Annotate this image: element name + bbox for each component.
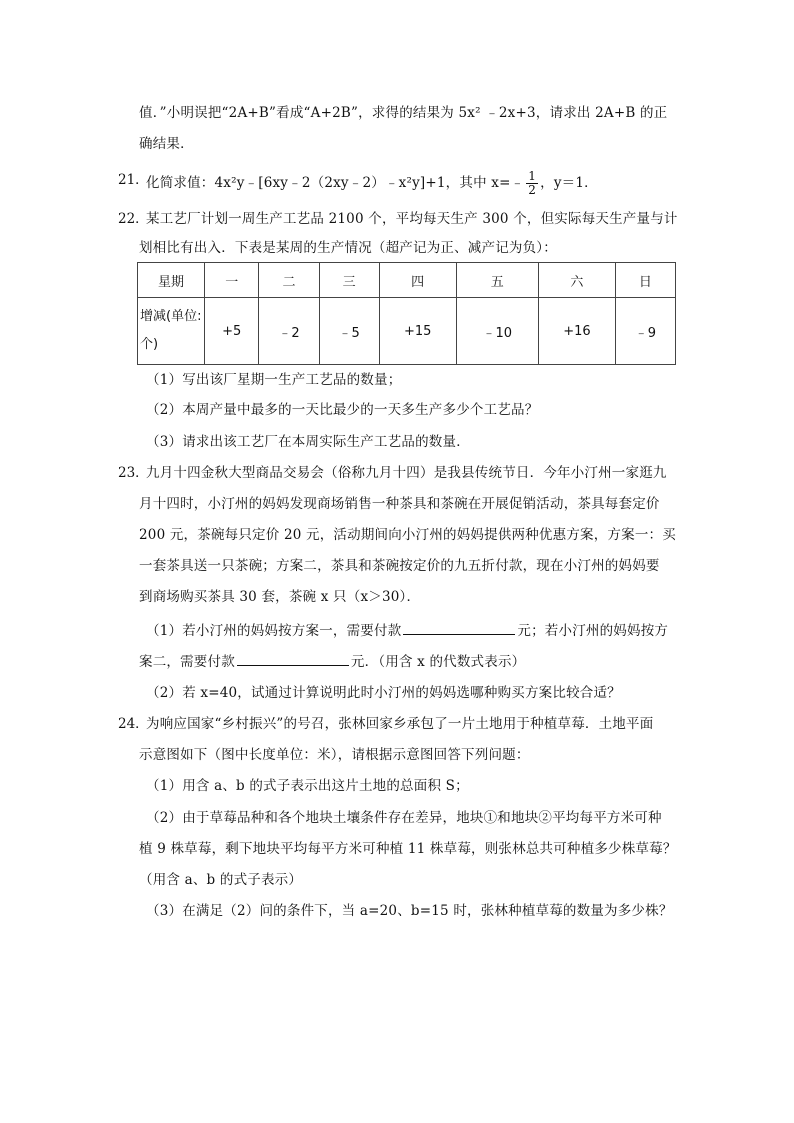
q21-frac-den: 2 bbox=[528, 183, 537, 197]
q23-line-3: 200 元，茶碗每只定价 20 元，活动期间向小汀州的妈妈提供两种优惠方案，方案一：买 bbox=[139, 527, 676, 543]
q21-frac-num: 1 bbox=[528, 169, 537, 183]
q24-sub-1: （1）用含 a、b 的式子表示出这片土地的总面积 S； bbox=[146, 778, 469, 794]
table-value-cell: +16 bbox=[539, 298, 616, 365]
q23-sub-2: （2）若 x=40，试通过计算说明此时小汀州的妈妈选哪种购买方案比较合适？ bbox=[146, 685, 621, 701]
q22-line-2: 划相比有出入．下表是某周的生产情况（超产记为正、减产记为负）： bbox=[139, 240, 557, 256]
q21-text-before: 化简求值：4x²y﹣[6xy﹣2（2xy﹣2）﹣x²y]+1，其中 x=﹣ bbox=[146, 175, 525, 191]
q23-line-1: 九月十四金秋大型商品交易会（俗称九月十四）是我县传统节日．今年小汀州一家逛九 bbox=[146, 465, 667, 481]
q23-sub-1 bbox=[146, 620, 668, 641]
q24-number: 24． bbox=[118, 716, 149, 732]
q23-sub1-c: 案二，需要付款 bbox=[139, 654, 235, 670]
q23-line-2: 月十四时，小汀州的妈妈发现商场销售一种茶具和茶碗在开展促销活动，茶具每套定价 bbox=[139, 496, 660, 512]
q21-text-after: ，y＝1． bbox=[540, 175, 598, 191]
q22-number: 22． bbox=[118, 211, 149, 227]
q21-fraction bbox=[526, 170, 538, 197]
q24-line-1: 为响应国家“乡村振兴”的号召，张林回家乡承包了一片土地用于种植草莓．土地平面 bbox=[146, 716, 654, 732]
table-day-cell: 四 bbox=[379, 263, 456, 298]
q22-sub-3: （3）请求出该工艺厂在本周实际生产工艺品的数量． bbox=[146, 434, 470, 450]
production-table bbox=[137, 262, 676, 365]
table-row-label-line2: 个) bbox=[140, 337, 159, 352]
q24-sub-3: （3）在满足（2）问的条件下，当 a=20、b=15 时，张林种植草莓的数量为多少株？ bbox=[146, 903, 673, 919]
q23-number: 23． bbox=[118, 465, 149, 481]
answer-blank-1 bbox=[403, 620, 515, 635]
q23-sub1-a: （1）若小汀州的妈妈按方案一，需要付款 bbox=[146, 623, 402, 639]
table-value-row bbox=[138, 298, 676, 365]
table-value-cell: +15 bbox=[379, 298, 456, 365]
q23-line-5: 到商场购买茶具 30 套，茶碗 x 只（x＞30）． bbox=[139, 589, 421, 605]
table-day-cell: 一 bbox=[205, 263, 259, 298]
q23-sub-1-cont bbox=[139, 651, 525, 672]
table-header-row bbox=[138, 263, 676, 298]
q23-line-4: 一套茶具送一只茶碗；方案二，茶具和茶碗按定价的九五折付款，现在小汀州的妈妈要 bbox=[139, 558, 660, 574]
q24-sub-2-line-3: （用含 a、b 的式子表示） bbox=[139, 872, 303, 888]
q22-sub-2: （2）本周产量中最多的一天比最少的一天多生产多少个工艺品？ bbox=[146, 402, 539, 418]
q23-sub1-b: 元；若小汀州的妈妈按方 bbox=[517, 623, 669, 639]
table-row-label bbox=[138, 298, 205, 365]
table-day-cell: 五 bbox=[456, 263, 538, 298]
q21-text bbox=[146, 170, 598, 197]
q20-line-2: 确结果． bbox=[139, 136, 194, 152]
q21-number: 21． bbox=[118, 172, 149, 188]
q23-sub1-d: 元．（用含 x 的代数式表示） bbox=[350, 654, 526, 670]
table-day-cell: 三 bbox=[319, 263, 379, 298]
q20-line-1: 值．”小明误把“2A+B”看成“A+2B”，求得的结果为 5x² ﹣2x+3，请求出 2A+B 的正 bbox=[139, 105, 668, 121]
table-header-label: 星期 bbox=[138, 263, 205, 298]
table-value-cell: ﹣9 bbox=[615, 298, 675, 365]
q24-sub-2-line-1: （2）由于草莓品种和各个地块土壤条件存在差异，地块①和地块②平均每平方米可种 bbox=[146, 810, 662, 826]
q24-sub-2-line-2: 植 9 株草莓，剩下地块平均每平方米可种植 11 株草莓，则张林总共可种植多少株草莓？ bbox=[139, 841, 677, 857]
table-value-cell: ﹣2 bbox=[259, 298, 319, 365]
table-row-label-line1: 增减(单位: bbox=[140, 309, 202, 324]
q22-sub-1: （1）写出该厂星期一生产工艺品的数量； bbox=[146, 372, 402, 388]
q22-line-1: 某工艺厂计划一周生产工艺品 2100 个，平均每天生产 300 个，但实际每天生产量与计 bbox=[146, 211, 678, 227]
answer-blank-2 bbox=[237, 651, 349, 666]
table-value-cell: ﹣10 bbox=[456, 298, 538, 365]
table-day-cell: 六 bbox=[539, 263, 616, 298]
q24-line-2: 示意图如下（图中长度单位：米），请根据示意图回答下列问题： bbox=[139, 747, 530, 763]
table-value-cell: +5 bbox=[205, 298, 259, 365]
table-day-cell: 二 bbox=[259, 263, 319, 298]
table-day-cell: 日 bbox=[615, 263, 675, 298]
table-value-cell: ﹣5 bbox=[319, 298, 379, 365]
